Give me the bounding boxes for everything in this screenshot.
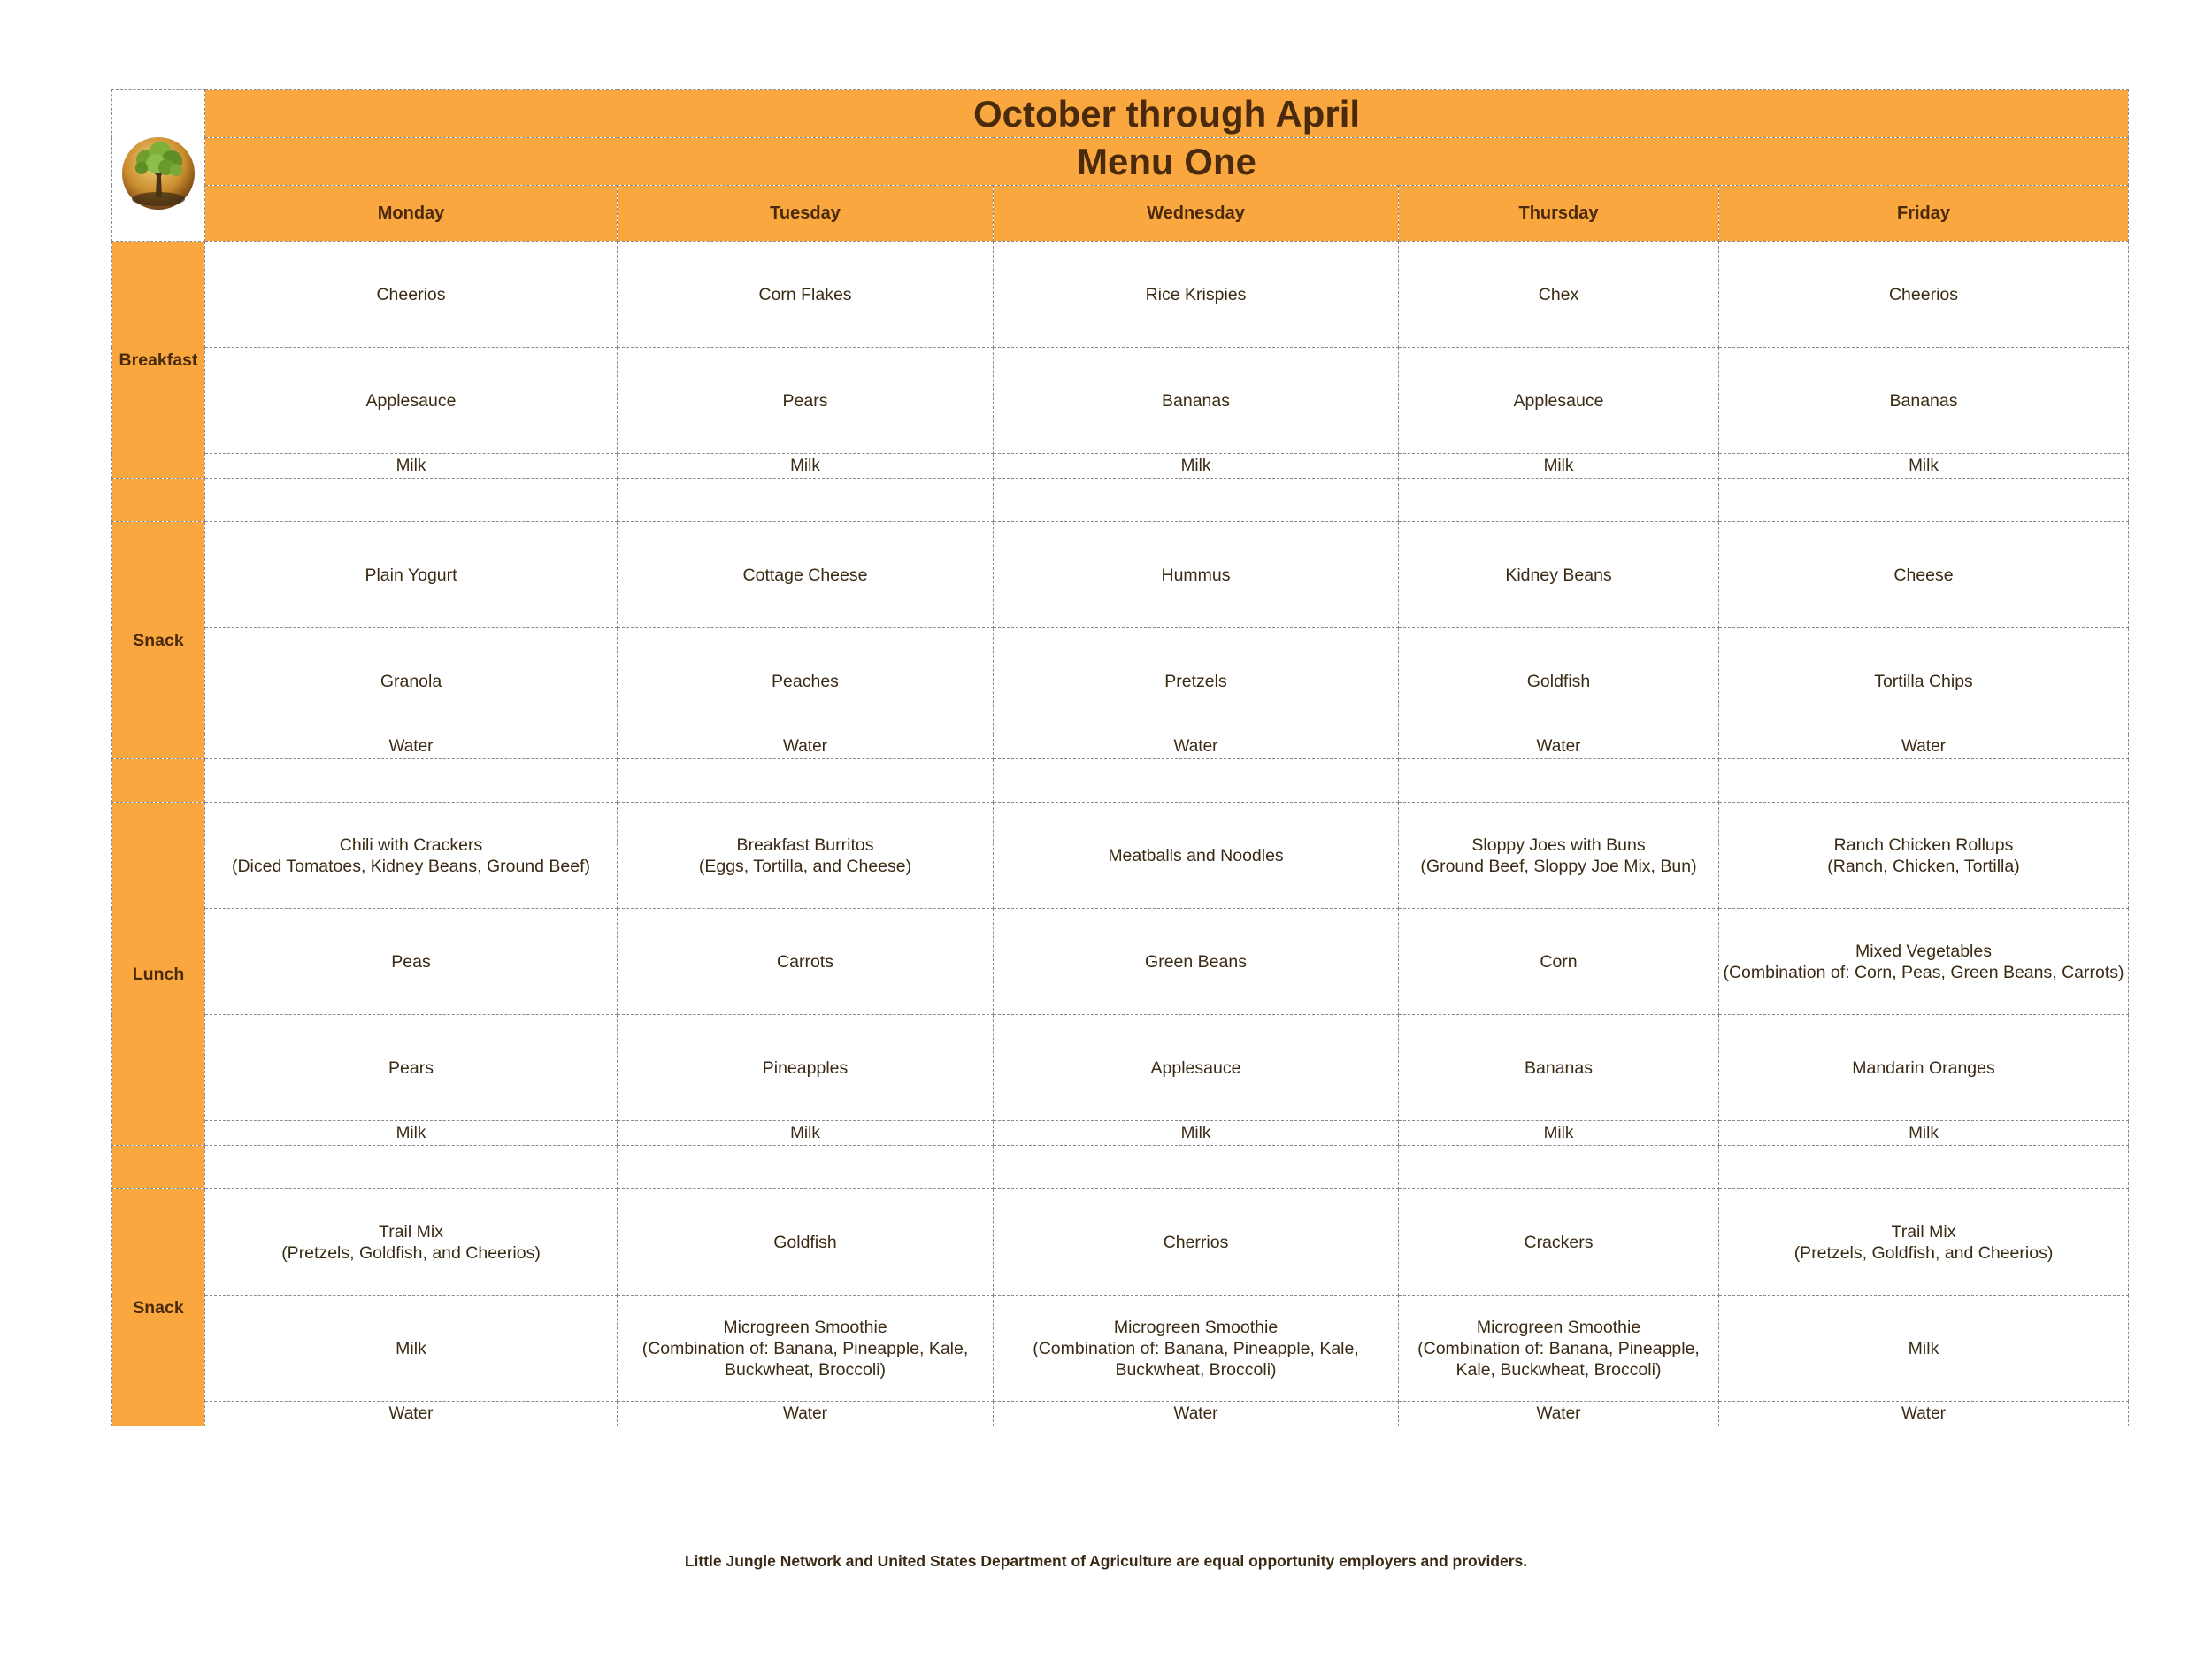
menu-item: Trail Mix (Pretzels, Goldfish, and Cheerios) [1719, 1189, 2129, 1296]
menu-item: Pineapples [618, 1015, 994, 1121]
menu-item: Bananas [1399, 1015, 1719, 1121]
day-header: Wednesday [994, 186, 1399, 242]
day-header: Monday [205, 186, 618, 242]
spacer-cell [1719, 479, 2129, 522]
spacer-cell [618, 759, 994, 803]
menu-item: Carrots [618, 909, 994, 1015]
menu-item: Applesauce [205, 348, 618, 454]
menu-item: Plain Yogurt [205, 522, 618, 628]
drink-item: Water [618, 734, 994, 759]
menu-item: Microgreen Smoothie (Combination of: Banana, Pineapple, Kale, Buckwheat, Broccoli) [1399, 1296, 1719, 1402]
menu-item: Cottage Cheese [618, 522, 994, 628]
menu-item: Pears [618, 348, 994, 454]
spacer-cell [112, 1146, 205, 1189]
menu-item: Cheerios [205, 242, 618, 348]
spacer-cell [112, 479, 205, 522]
spacer-cell [205, 759, 618, 803]
spacer-cell [994, 759, 1399, 803]
menu-item: Pretzels [994, 628, 1399, 734]
menu-item: Trail Mix (Pretzels, Goldfish, and Cheerios) [205, 1189, 618, 1296]
spacer-cell [618, 1146, 994, 1189]
drink-item: Water [994, 734, 1399, 759]
menu-item: Goldfish [618, 1189, 994, 1296]
day-header: Thursday [1399, 186, 1719, 242]
menu-item: Ranch Chicken Rollups (Ranch, Chicken, Tortilla) [1719, 803, 2129, 909]
drink-item: Water [618, 1402, 994, 1426]
drink-item: Milk [994, 454, 1399, 479]
drink-item: Water [1719, 734, 2129, 759]
menu-item: Chili with Crackers (Diced Tomatoes, Kidney Beans, Ground Beef) [205, 803, 618, 909]
drink-item: Water [1399, 1402, 1719, 1426]
drink-item: Milk [1399, 1121, 1719, 1146]
drink-item: Milk [618, 1121, 994, 1146]
drink-item: Water [205, 734, 618, 759]
drink-item: Milk [994, 1121, 1399, 1146]
spacer-cell [1399, 479, 1719, 522]
drink-item: Milk [1719, 1121, 2129, 1146]
menu-item: Bananas [1719, 348, 2129, 454]
day-header: Friday [1719, 186, 2129, 242]
menu-item: Hummus [994, 522, 1399, 628]
drink-item: Milk [205, 1121, 618, 1146]
spacer-cell [205, 1146, 618, 1189]
spacer-cell [994, 479, 1399, 522]
meal-label-snack: Snack [112, 522, 205, 759]
drink-item: Water [994, 1402, 1399, 1426]
menu-item: Applesauce [994, 1015, 1399, 1121]
spacer-cell [1719, 759, 2129, 803]
menu-item: Granola [205, 628, 618, 734]
menu-item: Peas [205, 909, 618, 1015]
menu-item: Rice Krispies [994, 242, 1399, 348]
menu-item: Goldfish [1399, 628, 1719, 734]
drink-item: Milk [1399, 454, 1719, 479]
menu-item: Green Beans [994, 909, 1399, 1015]
menu-table [111, 89, 2129, 1426]
drink-item: Milk [1719, 454, 2129, 479]
menu-item: Sloppy Joes with Buns (Ground Beef, Sloppy Joe Mix, Bun) [1399, 803, 1719, 909]
menu-item: Peaches [618, 628, 994, 734]
menu-subtitle: Menu One [205, 138, 2129, 186]
menu-item: Milk [205, 1296, 618, 1402]
menu-item: Meatballs and Noodles [994, 803, 1399, 909]
menu-title: October through April [205, 90, 2129, 138]
spacer-cell [618, 479, 994, 522]
spacer-cell [1719, 1146, 2129, 1189]
menu-item: Chex [1399, 242, 1719, 348]
meal-label-lunch: Lunch [112, 803, 205, 1146]
tree-icon [120, 135, 196, 211]
menu-item: Milk [1719, 1296, 2129, 1402]
spacer-cell [112, 759, 205, 803]
menu-item: Corn [1399, 909, 1719, 1015]
drink-item: Milk [205, 454, 618, 479]
menu-item: Crackers [1399, 1189, 1719, 1296]
menu-item: Cheese [1719, 522, 2129, 628]
menu-item: Tortilla Chips [1719, 628, 2129, 734]
menu-item: Bananas [994, 348, 1399, 454]
menu-item: Corn Flakes [618, 242, 994, 348]
menu-item: Mandarin Oranges [1719, 1015, 2129, 1121]
menu-item: Pears [205, 1015, 618, 1121]
spacer-cell [1399, 759, 1719, 803]
drink-item: Milk [618, 454, 994, 479]
drink-item: Water [205, 1402, 618, 1426]
meal-label-breakfast: Breakfast [112, 242, 205, 479]
spacer-cell [205, 479, 618, 522]
meal-label-snack: Snack [112, 1189, 205, 1426]
spacer-cell [994, 1146, 1399, 1189]
menu-item: Cherrios [994, 1189, 1399, 1296]
menu-item: Kidney Beans [1399, 522, 1719, 628]
menu-item: Mixed Vegetables (Combination of: Corn, Peas, Green Beans, Carrots) [1719, 909, 2129, 1015]
day-header: Tuesday [618, 186, 994, 242]
menu-item: Microgreen Smoothie (Combination of: Banana, Pineapple, Kale, Buckwheat, Broccoli) [618, 1296, 994, 1402]
spacer-cell [1399, 1146, 1719, 1189]
menu-item: Microgreen Smoothie (Combination of: Banana, Pineapple, Kale, Buckwheat, Broccoli) [994, 1296, 1399, 1402]
menu-item: Applesauce [1399, 348, 1719, 454]
menu-item: Cheerios [1719, 242, 2129, 348]
drink-item: Water [1719, 1402, 2129, 1426]
drink-item: Water [1399, 734, 1719, 759]
footer-disclaimer: Little Jungle Network and United States Department of Agriculture are equal opportunity employers and providers. [684, 1552, 1528, 1570]
menu-item: Breakfast Burritos (Eggs, Tortilla, and Cheese) [618, 803, 994, 909]
logo-cell [112, 90, 205, 242]
